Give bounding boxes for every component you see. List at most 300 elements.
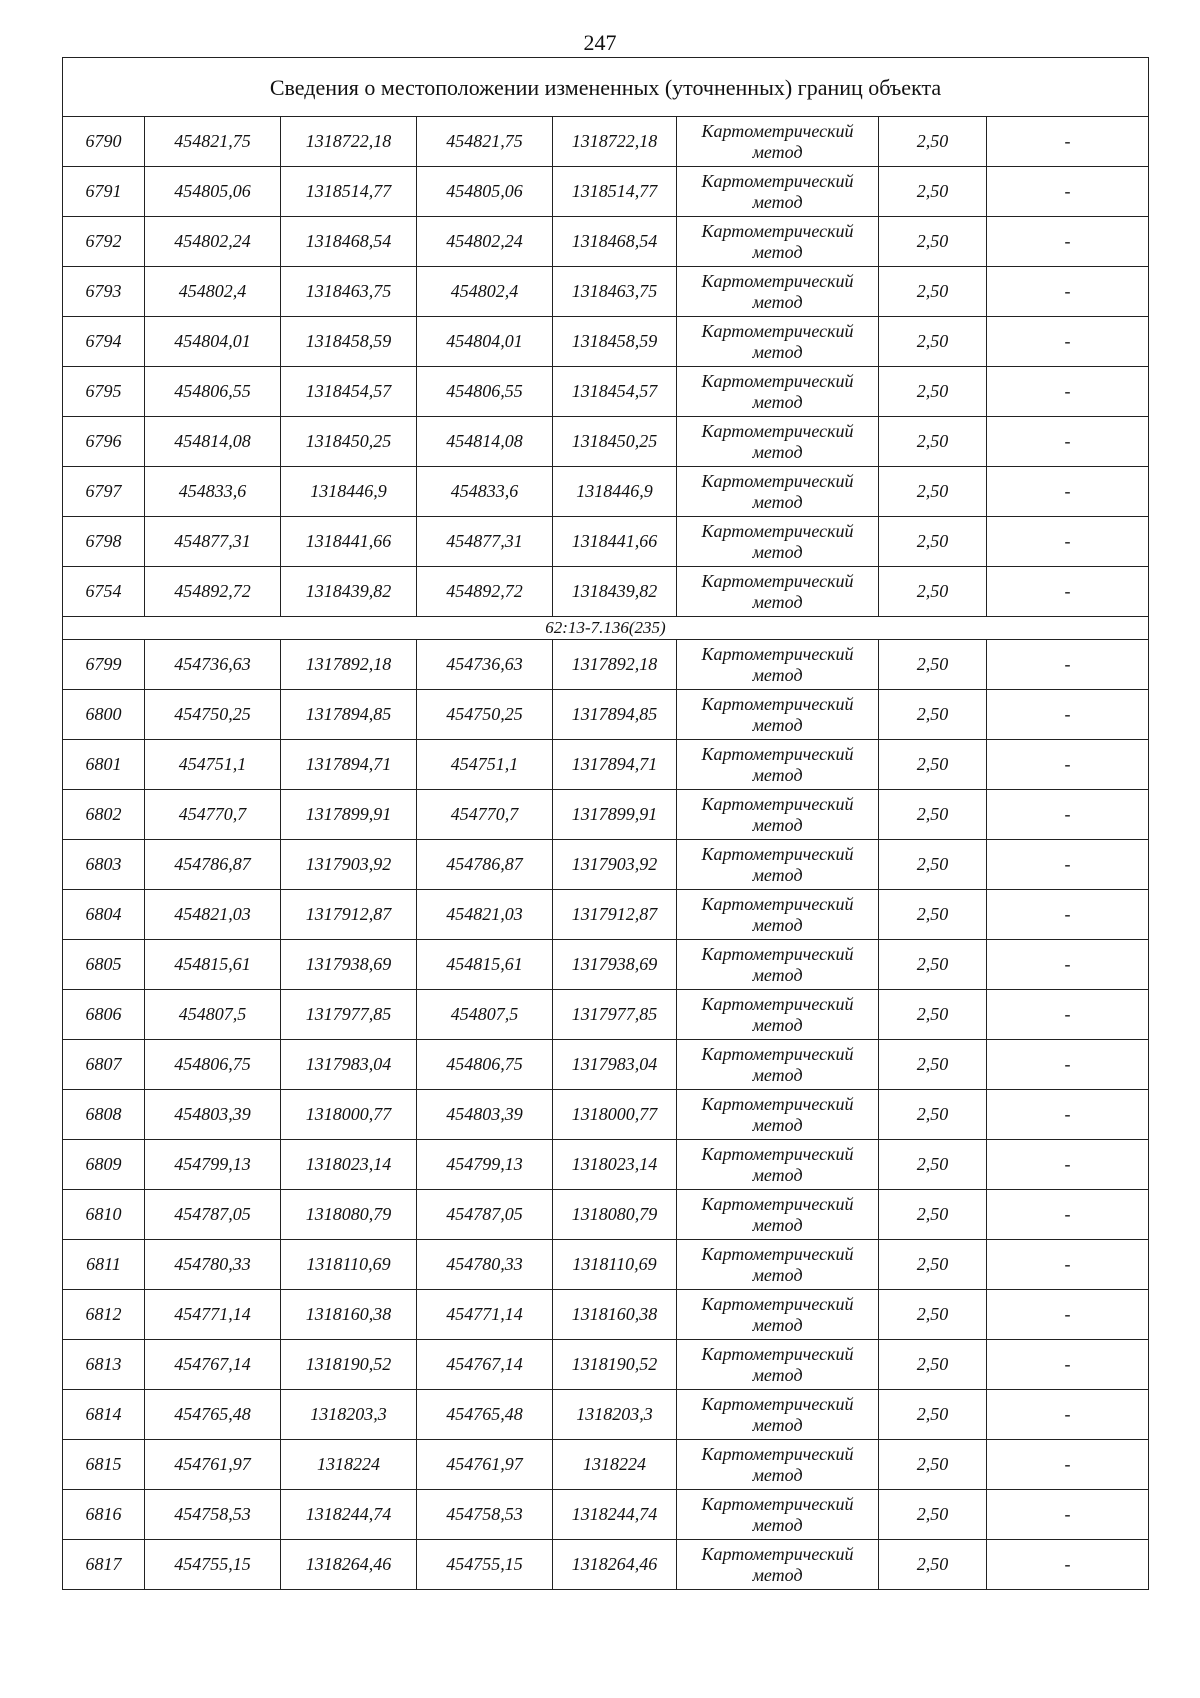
- x-existing-cell: 454787,05: [145, 1190, 281, 1240]
- y-new-cell: 1317912,87: [553, 890, 677, 940]
- method-line-1: Картометрический: [701, 643, 854, 664]
- y-existing-cell: 1318264,46: [281, 1540, 417, 1590]
- y-new-cell: 1318439,82: [553, 567, 677, 617]
- y-existing-cell: 1318463,75: [281, 267, 417, 317]
- accuracy-cell: 2,50: [879, 790, 987, 840]
- table-row: [63, 467, 1149, 517]
- table-row: [63, 690, 1149, 740]
- y-new-cell: 1317977,85: [553, 990, 677, 1040]
- accuracy-cell: 2,50: [879, 1090, 987, 1140]
- x-existing-cell: 454802,24: [145, 217, 281, 267]
- method-cell: [677, 690, 879, 740]
- y-new-cell: 1318446,9: [553, 467, 677, 517]
- x-new-cell: 454821,03: [417, 890, 553, 940]
- x-existing-cell: 454780,33: [145, 1240, 281, 1290]
- method-cell: [677, 1390, 879, 1440]
- table-row: [63, 1340, 1149, 1390]
- x-new-cell: 454786,87: [417, 840, 553, 890]
- x-existing-cell: 454761,97: [145, 1440, 281, 1490]
- method-line-2: метод: [752, 541, 803, 562]
- description-cell: -: [987, 790, 1149, 840]
- x-new-cell: 454877,31: [417, 517, 553, 567]
- y-existing-cell: 1318023,14: [281, 1140, 417, 1190]
- y-existing-cell: 1317903,92: [281, 840, 417, 890]
- table-row: [63, 1040, 1149, 1090]
- page-number: 247: [583, 30, 617, 55]
- table-caption: Сведения о местоположении измененных (уточненных) границ объекта: [63, 58, 1149, 117]
- x-new-cell: 454736,63: [417, 640, 553, 690]
- point-number-cell: 6817: [63, 1540, 145, 1590]
- table-row: [63, 1290, 1149, 1340]
- method-line-1: Картометрический: [701, 793, 854, 814]
- y-new-cell: 1318441,66: [553, 517, 677, 567]
- method-line-1: Картометрический: [701, 1193, 854, 1214]
- accuracy-cell: 2,50: [879, 317, 987, 367]
- y-existing-cell: 1318439,82: [281, 567, 417, 617]
- description-cell: -: [987, 167, 1149, 217]
- method-cell: [677, 1340, 879, 1390]
- y-new-cell: 1318023,14: [553, 1140, 677, 1190]
- method-line-2: метод: [752, 1014, 803, 1035]
- y-existing-cell: 1318110,69: [281, 1240, 417, 1290]
- method-line-2: метод: [752, 1414, 803, 1435]
- table-row: [63, 417, 1149, 467]
- method-line-1: Картометрический: [701, 1243, 854, 1264]
- accuracy-cell: 2,50: [879, 1040, 987, 1090]
- method-cell: [677, 890, 879, 940]
- y-existing-cell: 1318224: [281, 1440, 417, 1490]
- x-existing-cell: 454765,48: [145, 1390, 281, 1440]
- method-line-1: Картометрический: [701, 743, 854, 764]
- method-cell: [677, 117, 879, 167]
- x-new-cell: 454787,05: [417, 1190, 553, 1240]
- method-line-2: метод: [752, 664, 803, 685]
- method-line-2: метод: [752, 141, 803, 162]
- y-existing-cell: 1318458,59: [281, 317, 417, 367]
- method-line-1: Картометрический: [701, 520, 854, 541]
- table-row: [63, 317, 1149, 367]
- x-new-cell: 454814,08: [417, 417, 553, 467]
- y-new-cell: 1318458,59: [553, 317, 677, 367]
- y-existing-cell: 1318203,3: [281, 1390, 417, 1440]
- x-new-cell: 454770,7: [417, 790, 553, 840]
- method-line-2: метод: [752, 1164, 803, 1185]
- x-new-cell: 454807,5: [417, 990, 553, 1040]
- x-existing-cell: 454877,31: [145, 517, 281, 567]
- table-row: [63, 1440, 1149, 1490]
- method-line-1: Картометрический: [701, 843, 854, 864]
- table-row: [63, 890, 1149, 940]
- point-number-cell: 6813: [63, 1340, 145, 1390]
- description-cell: -: [987, 740, 1149, 790]
- method-line-2: метод: [752, 1264, 803, 1285]
- table-row: [63, 1090, 1149, 1140]
- method-line-2: метод: [752, 1364, 803, 1385]
- x-existing-cell: 454751,1: [145, 740, 281, 790]
- point-number-cell: 6814: [63, 1390, 145, 1440]
- description-cell: -: [987, 1140, 1149, 1190]
- table-row: [63, 840, 1149, 890]
- table-row: [63, 167, 1149, 217]
- y-new-cell: 1318110,69: [553, 1240, 677, 1290]
- y-existing-cell: 1318514,77: [281, 167, 417, 217]
- y-new-cell: 1318190,52: [553, 1340, 677, 1390]
- point-number-cell: 6790: [63, 117, 145, 167]
- description-cell: -: [987, 940, 1149, 990]
- y-existing-cell: 1318722,18: [281, 117, 417, 167]
- table-row: [63, 1140, 1149, 1190]
- y-new-cell: 1318454,57: [553, 367, 677, 417]
- description-cell: -: [987, 1090, 1149, 1140]
- x-existing-cell: 454805,06: [145, 167, 281, 217]
- y-new-cell: 1317983,04: [553, 1040, 677, 1090]
- description-cell: -: [987, 890, 1149, 940]
- method-cell: [677, 317, 879, 367]
- point-number-cell: 6794: [63, 317, 145, 367]
- x-existing-cell: 454786,87: [145, 840, 281, 890]
- x-existing-cell: 454750,25: [145, 690, 281, 740]
- x-new-cell: 454751,1: [417, 740, 553, 790]
- x-new-cell: 454767,14: [417, 1340, 553, 1390]
- description-cell: -: [987, 1340, 1149, 1390]
- x-existing-cell: 454771,14: [145, 1290, 281, 1340]
- description-cell: -: [987, 117, 1149, 167]
- y-existing-cell: 1318454,57: [281, 367, 417, 417]
- point-number-cell: 6808: [63, 1090, 145, 1140]
- x-existing-cell: 454758,53: [145, 1490, 281, 1540]
- point-number-cell: 6796: [63, 417, 145, 467]
- description-cell: -: [987, 517, 1149, 567]
- method-line-2: метод: [752, 591, 803, 612]
- point-number-cell: 6807: [63, 1040, 145, 1090]
- point-number-cell: 6806: [63, 990, 145, 1040]
- x-existing-cell: 454755,15: [145, 1540, 281, 1590]
- accuracy-cell: 2,50: [879, 1540, 987, 1590]
- y-new-cell: 1318244,74: [553, 1490, 677, 1540]
- method-line-2: метод: [752, 1064, 803, 1085]
- method-line-1: Картометрический: [701, 1343, 854, 1364]
- method-cell: [677, 367, 879, 417]
- point-number-cell: 6810: [63, 1190, 145, 1240]
- method-cell: [677, 840, 879, 890]
- method-line-2: метод: [752, 441, 803, 462]
- point-number-cell: 6791: [63, 167, 145, 217]
- y-new-cell: 1318080,79: [553, 1190, 677, 1240]
- accuracy-cell: 2,50: [879, 1340, 987, 1390]
- description-cell: -: [987, 1540, 1149, 1590]
- x-new-cell: 454803,39: [417, 1090, 553, 1140]
- table-row: [63, 1540, 1149, 1590]
- point-number-cell: 6804: [63, 890, 145, 940]
- x-new-cell: 454761,97: [417, 1440, 553, 1490]
- y-new-cell: 1317903,92: [553, 840, 677, 890]
- method-line-1: Картометрический: [701, 270, 854, 291]
- method-line-1: Картометрический: [701, 1543, 854, 1564]
- accuracy-cell: 2,50: [879, 117, 987, 167]
- point-number-cell: 6792: [63, 217, 145, 267]
- x-existing-cell: 454806,55: [145, 367, 281, 417]
- description-cell: -: [987, 367, 1149, 417]
- method-cell: [677, 1090, 879, 1140]
- y-existing-cell: 1317977,85: [281, 990, 417, 1040]
- x-new-cell: 454833,6: [417, 467, 553, 517]
- y-new-cell: 1318722,18: [553, 117, 677, 167]
- method-line-1: Картометрический: [701, 1043, 854, 1064]
- x-existing-cell: 454770,7: [145, 790, 281, 840]
- point-number-cell: 6801: [63, 740, 145, 790]
- accuracy-cell: 2,50: [879, 267, 987, 317]
- point-number-cell: 6816: [63, 1490, 145, 1540]
- x-existing-cell: 454803,39: [145, 1090, 281, 1140]
- x-new-cell: 454780,33: [417, 1240, 553, 1290]
- y-existing-cell: 1318446,9: [281, 467, 417, 517]
- x-existing-cell: 454736,63: [145, 640, 281, 690]
- method-line-2: метод: [752, 1564, 803, 1585]
- accuracy-cell: 2,50: [879, 890, 987, 940]
- description-cell: -: [987, 267, 1149, 317]
- x-new-cell: 454821,75: [417, 117, 553, 167]
- y-new-cell: 1318468,54: [553, 217, 677, 267]
- method-line-2: метод: [752, 1514, 803, 1535]
- table-body: [63, 58, 1149, 1590]
- accuracy-cell: 2,50: [879, 1140, 987, 1190]
- x-new-cell: 454806,55: [417, 367, 553, 417]
- y-new-cell: 1318264,46: [553, 1540, 677, 1590]
- method-cell: [677, 417, 879, 467]
- table-row: [63, 640, 1149, 690]
- table-row: [63, 990, 1149, 1040]
- x-new-cell: 454799,13: [417, 1140, 553, 1190]
- description-cell: -: [987, 317, 1149, 367]
- description-cell: -: [987, 840, 1149, 890]
- method-cell: [677, 267, 879, 317]
- accuracy-cell: 2,50: [879, 367, 987, 417]
- x-existing-cell: 454821,75: [145, 117, 281, 167]
- method-line-1: Картометрический: [701, 570, 854, 591]
- method-cell: [677, 517, 879, 567]
- accuracy-cell: 2,50: [879, 467, 987, 517]
- method-cell: [677, 740, 879, 790]
- accuracy-cell: 2,50: [879, 690, 987, 740]
- method-line-2: метод: [752, 391, 803, 412]
- method-line-1: Картометрический: [701, 470, 854, 491]
- accuracy-cell: 2,50: [879, 217, 987, 267]
- point-number-cell: 6797: [63, 467, 145, 517]
- description-cell: -: [987, 1190, 1149, 1240]
- description-cell: -: [987, 990, 1149, 1040]
- method-cell: [677, 1290, 879, 1340]
- description-cell: -: [987, 217, 1149, 267]
- method-line-2: метод: [752, 914, 803, 935]
- table-row: [63, 1240, 1149, 1290]
- accuracy-cell: 2,50: [879, 640, 987, 690]
- method-line-2: метод: [752, 341, 803, 362]
- method-line-1: Картометрический: [701, 370, 854, 391]
- section-label: 62:13-7.136(235): [63, 617, 1149, 640]
- method-cell: [677, 567, 879, 617]
- method-line-2: метод: [752, 491, 803, 512]
- x-new-cell: 454806,75: [417, 1040, 553, 1090]
- y-existing-cell: 1317938,69: [281, 940, 417, 990]
- accuracy-cell: 2,50: [879, 1490, 987, 1540]
- method-cell: [677, 467, 879, 517]
- method-cell: [677, 1140, 879, 1190]
- table-row: [63, 267, 1149, 317]
- description-cell: -: [987, 417, 1149, 467]
- method-cell: [677, 790, 879, 840]
- y-existing-cell: 1317912,87: [281, 890, 417, 940]
- method-line-2: метод: [752, 1464, 803, 1485]
- x-new-cell: 454815,61: [417, 940, 553, 990]
- method-line-2: метод: [752, 191, 803, 212]
- description-cell: -: [987, 1040, 1149, 1090]
- accuracy-cell: 2,50: [879, 567, 987, 617]
- y-new-cell: 1318203,3: [553, 1390, 677, 1440]
- table-row: [63, 517, 1149, 567]
- point-number-cell: 6799: [63, 640, 145, 690]
- description-cell: -: [987, 690, 1149, 740]
- method-cell: [677, 990, 879, 1040]
- y-new-cell: 1318514,77: [553, 167, 677, 217]
- method-line-2: метод: [752, 814, 803, 835]
- x-new-cell: 454802,4: [417, 267, 553, 317]
- x-existing-cell: 454821,03: [145, 890, 281, 940]
- point-number-cell: 6802: [63, 790, 145, 840]
- y-existing-cell: 1318244,74: [281, 1490, 417, 1540]
- method-line-2: метод: [752, 864, 803, 885]
- coordinates-table: [62, 57, 1149, 1590]
- method-cell: [677, 940, 879, 990]
- x-new-cell: 454805,06: [417, 167, 553, 217]
- method-cell: [677, 217, 879, 267]
- method-cell: [677, 1490, 879, 1540]
- x-new-cell: 454892,72: [417, 567, 553, 617]
- accuracy-cell: 2,50: [879, 940, 987, 990]
- y-existing-cell: 1317892,18: [281, 640, 417, 690]
- x-existing-cell: 454806,75: [145, 1040, 281, 1090]
- table-row: [63, 117, 1149, 167]
- description-cell: -: [987, 1290, 1149, 1340]
- point-number-cell: 6798: [63, 517, 145, 567]
- description-cell: -: [987, 1440, 1149, 1490]
- method-line-1: Картометрический: [701, 170, 854, 191]
- method-line-2: метод: [752, 714, 803, 735]
- table-row: [63, 1190, 1149, 1240]
- method-line-2: метод: [752, 1214, 803, 1235]
- x-new-cell: 454765,48: [417, 1390, 553, 1440]
- y-new-cell: 1318463,75: [553, 267, 677, 317]
- y-existing-cell: 1317983,04: [281, 1040, 417, 1090]
- y-new-cell: 1317899,91: [553, 790, 677, 840]
- description-cell: -: [987, 1240, 1149, 1290]
- table-caption-row: [63, 58, 1149, 117]
- point-number-cell: 6812: [63, 1290, 145, 1340]
- accuracy-cell: 2,50: [879, 517, 987, 567]
- method-line-1: Картометрический: [701, 320, 854, 341]
- y-new-cell: 1317894,85: [553, 690, 677, 740]
- method-cell: [677, 1190, 879, 1240]
- accuracy-cell: 2,50: [879, 1440, 987, 1490]
- y-existing-cell: 1318441,66: [281, 517, 417, 567]
- accuracy-cell: 2,50: [879, 840, 987, 890]
- y-new-cell: 1318224: [553, 1440, 677, 1490]
- table-row: [63, 940, 1149, 990]
- y-new-cell: 1317894,71: [553, 740, 677, 790]
- y-new-cell: 1317892,18: [553, 640, 677, 690]
- point-number-cell: 6793: [63, 267, 145, 317]
- method-line-1: Картометрический: [701, 1493, 854, 1514]
- y-existing-cell: 1318190,52: [281, 1340, 417, 1390]
- accuracy-cell: 2,50: [879, 167, 987, 217]
- section-row: [63, 617, 1149, 640]
- x-existing-cell: 454807,5: [145, 990, 281, 1040]
- method-line-2: метод: [752, 964, 803, 985]
- method-cell: [677, 1240, 879, 1290]
- point-number-cell: 6795: [63, 367, 145, 417]
- method-line-2: метод: [752, 1114, 803, 1135]
- table-row: [63, 790, 1149, 840]
- method-line-1: Картометрический: [701, 220, 854, 241]
- x-new-cell: 454802,24: [417, 217, 553, 267]
- point-number-cell: 6811: [63, 1240, 145, 1290]
- method-line-1: Картометрический: [701, 120, 854, 141]
- method-line-1: Картометрический: [701, 993, 854, 1014]
- method-line-1: Картометрический: [701, 420, 854, 441]
- y-new-cell: 1318000,77: [553, 1090, 677, 1140]
- table-row: [63, 1390, 1149, 1440]
- method-cell: [677, 1540, 879, 1590]
- method-line-1: Картометрический: [701, 1393, 854, 1414]
- x-existing-cell: 454815,61: [145, 940, 281, 990]
- method-cell: [677, 1040, 879, 1090]
- accuracy-cell: 2,50: [879, 1190, 987, 1240]
- method-line-1: Картометрический: [701, 893, 854, 914]
- description-cell: -: [987, 1390, 1149, 1440]
- y-existing-cell: 1318468,54: [281, 217, 417, 267]
- method-cell: [677, 640, 879, 690]
- point-number-cell: 6815: [63, 1440, 145, 1490]
- method-line-1: Картометрический: [701, 1443, 854, 1464]
- description-cell: -: [987, 1490, 1149, 1540]
- y-existing-cell: 1318080,79: [281, 1190, 417, 1240]
- x-existing-cell: 454767,14: [145, 1340, 281, 1390]
- table-row: [63, 217, 1149, 267]
- accuracy-cell: 2,50: [879, 990, 987, 1040]
- y-existing-cell: 1317894,71: [281, 740, 417, 790]
- point-number-cell: 6754: [63, 567, 145, 617]
- point-number-cell: 6805: [63, 940, 145, 990]
- method-line-1: Картометрический: [701, 1093, 854, 1114]
- accuracy-cell: 2,50: [879, 1240, 987, 1290]
- description-cell: -: [987, 467, 1149, 517]
- accuracy-cell: 2,50: [879, 417, 987, 467]
- x-existing-cell: 454814,08: [145, 417, 281, 467]
- y-existing-cell: 1318450,25: [281, 417, 417, 467]
- method-line-2: метод: [752, 291, 803, 312]
- point-number-cell: 6800: [63, 690, 145, 740]
- table-row: [63, 367, 1149, 417]
- y-new-cell: 1318450,25: [553, 417, 677, 467]
- description-cell: -: [987, 640, 1149, 690]
- y-existing-cell: 1317894,85: [281, 690, 417, 740]
- y-new-cell: 1318160,38: [553, 1290, 677, 1340]
- accuracy-cell: 2,50: [879, 1390, 987, 1440]
- method-line-2: метод: [752, 1314, 803, 1335]
- method-cell: [677, 167, 879, 217]
- point-number-cell: 6809: [63, 1140, 145, 1190]
- method-line-1: Картометрический: [701, 693, 854, 714]
- point-number-cell: 6803: [63, 840, 145, 890]
